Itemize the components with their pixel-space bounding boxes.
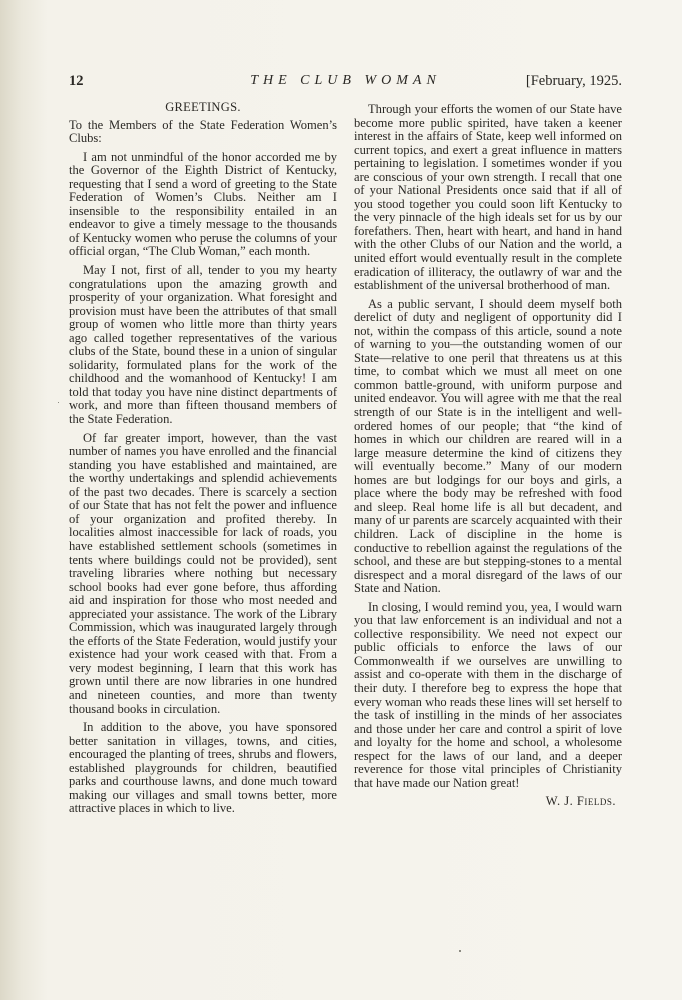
page-number: 12 [69,73,84,89]
paragraph: May I not, first of all, tender to you my hearty congratulations upon the amazing growth and prosperity of your organization. What foresight and provision must have been the attributes of that small group of women who little more than thirty years ago called together representatives of the various clubs of the State, bound these in a union of singular solidarity, formulated plans for the work of the childhood and the womanhood of Kentucky! I am told that today you have nine distinct departments of work, and more than fifteen thousand members of the State Federation. [69,263,337,427]
salutation: To the Members of the State Federation Women’s Clubs: [69,117,337,146]
paragraph: Through your efforts the women of our State have become more public spirited, have taken a keener interest in the affairs of State, keep well informed on current topics, and exert a great influence in matters pertaining to legislation. I sometimes wonder if you are conscious of your own strength. I recall that one of your National Presidents once said that if all of you stood together you could soon lift Kentucky to the very pinnacle of the high ideals set for us by our forefathers. Then, heart with heart, and hand in hand with the other Clubs of our Nation and the world, a united effort would eventually result in the complete eradication of illiteracy, the outlawry of war and the establishment of the universal brotherhood of man. [354,102,622,293]
ink-speck [459,950,461,952]
ink-speck [58,402,59,403]
right-column [354,103,622,809]
paragraph: Of far greater import, however, than the vast number of names you have enrolled and the financial standing you have established and maintained, are the worthy undertakings and splendid achievements of the past two decades. There is scarcely a section of our State that has not felt the power and influence of your organization and profited thereby. In localities almost inaccessible for lack of roads, you have established settlement schools (sometimes in tents where buildings could not be provided), sent traveling libraries where nothing but necessary school books had ever gone before, thus affording aid and inspiration for those who most needed and appreciated your assistance. The work of the Library Commission, which was inaugurated largely through the efforts of the State Federation, would justify your existence had your work ceased with that. From a very modest beginning, I learn that this work has grown until there are now libraries in one hundred and nineteen counties, and more than twenty thousand books in circulation. [69,430,337,716]
article-title: GREETINGS. [165,100,241,114]
paragraph: I am not unmindful of the honor accorded me by the Governor of the Eighth District of Kentucky, requesting that I send a word of greeting to the State Federation of Women’s Clubs. Neither am I insensible to the responsibility entailed in an endeavor to give a timely message to the thousands of Kentucky women who peruse the columns of your official organ, “The Club Woman,” each month. [69,149,337,259]
signature: W. J. Fields. [545,794,616,809]
running-title: THE CLUB WOMAN [250,73,441,88]
issue-date: [February, 1925. [525,73,622,89]
page-header [69,73,622,93]
paragraph: In addition to the above, you have sponsored better sanitation in villages, towns, and cities, encouraged the planting of trees, shrubs and flowers, established playgrounds for children, beautified parks and courthouse lawns, and done much toward making our villages and small towns better, more attractive places in which to live. [69,720,337,816]
left-column [69,101,337,821]
paragraph: In closing, I would remind you, yea, I would warn you that law enforcement is an individual and not a collective responsibility. We need not expect our public officials to enforce the laws of our Commonwealth if we ourselves are unwilling to assist and co-operate with them in the discharge of their duty. I therefore beg to express the hope that every woman who reads these lines will set herself to the task of instilling in the minds of her associates and those under her care and control a spirit of love and loyalty for the home and school, a wholesome respect for the laws of our land, and a deeper reverence for those vital principles of Christianity that have made our Nation great! [354,599,622,790]
paragraph: As a public servant, I should deem myself both derelict of duty and negligent of opportunity did I not, within the compass of this article, sound a note of warning to you—the outstanding women of our State—relative to one peril that threatens us at this time, to combat which we must all meet on one common battle-ground, with uniform purpose and united endeavor. You will agree with me that the real strength of our State is in the intelligent and well-ordered homes of our people; that “the kind of homes in which our children are reared will in a large measure determine the kind of citizens they will eventually become.” Many of our modern homes are but lodgings for our boys and girls, a place where the body may be refreshed with food and sleep. Real home life is all but decadent, and many of ur parents are scarcely acquainted with their children. Lack of discipline in the home is conductive to rebellion against the regulations of the school, and these are but stepping-stones to a mental disrespect and a moral disregard of the laws of our State and Nation. [354,296,622,596]
